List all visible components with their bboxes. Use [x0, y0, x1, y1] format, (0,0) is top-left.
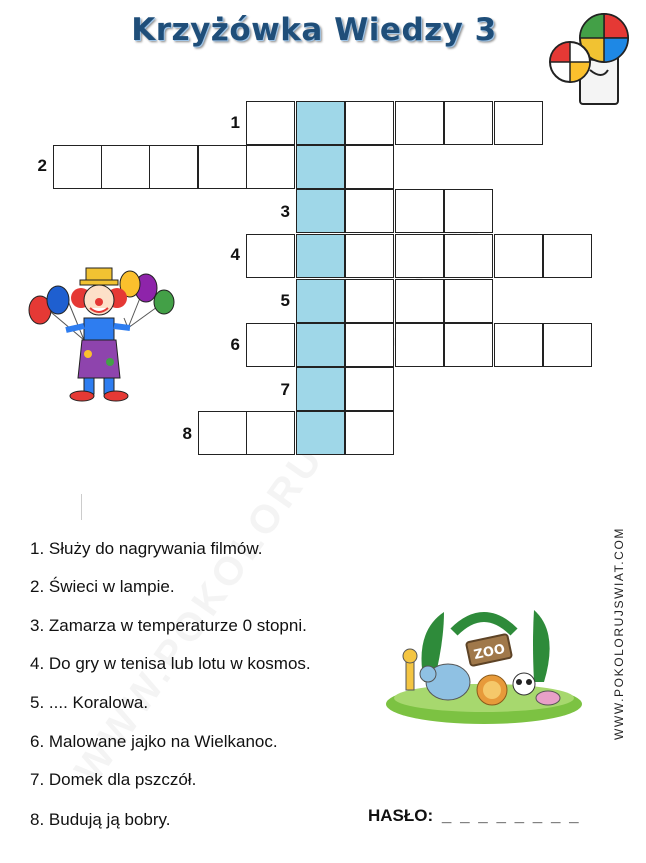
password-blanks[interactable]: _ _ _ _ _ _ _ _	[441, 806, 581, 825]
crossword-cell[interactable]	[395, 323, 444, 367]
crossword-key-cell[interactable]	[296, 145, 345, 189]
password-row	[368, 806, 581, 826]
crossword-cell[interactable]	[246, 323, 295, 367]
row-number-5: 5	[280, 291, 290, 310]
row-number-2: 2	[37, 156, 47, 175]
clue-8: 8. Budują ją bobry.	[30, 810, 171, 829]
clue-2: 2. Świeci w lampie.	[30, 577, 175, 596]
clue-7: 7. Domek dla pszczół.	[30, 770, 197, 789]
row-number-3: 3	[280, 202, 290, 221]
password-label: HASŁO:	[368, 806, 434, 825]
crossword-cell[interactable]	[149, 145, 198, 189]
crossword-cell[interactable]	[395, 189, 444, 233]
crossword-cell[interactable]	[444, 101, 493, 145]
crossword-cell[interactable]	[345, 367, 394, 411]
crossword-cell[interactable]	[543, 323, 592, 367]
crossword-cell[interactable]	[444, 234, 493, 278]
zoo-animals-illustration	[384, 602, 584, 726]
crossword-cell[interactable]	[444, 189, 493, 233]
crossword-cell[interactable]	[198, 411, 247, 455]
crossword-cell[interactable]	[444, 279, 493, 323]
crossword-cell[interactable]	[444, 323, 493, 367]
row-number-6: 6	[230, 335, 240, 354]
clue-6: 6. Malowane jajko na Wielkanoc.	[30, 732, 278, 751]
crossword-key-cell[interactable]	[296, 367, 345, 411]
crossword-cell[interactable]	[395, 279, 444, 323]
crossword-cell[interactable]	[198, 145, 247, 189]
crossword-cell[interactable]	[246, 234, 295, 278]
crossword-cell[interactable]	[246, 411, 295, 455]
crossword-cell[interactable]	[246, 101, 295, 145]
clue-3: 3. Zamarza w temperaturze 0 stopni.	[30, 616, 307, 635]
crossword-cell[interactable]	[494, 101, 543, 145]
page-title: Krzyżówka Wiedzy 3	[131, 12, 497, 48]
crossword-cell[interactable]	[53, 145, 102, 189]
crossword-cell[interactable]	[345, 189, 394, 233]
clue-1: 1. Służy do nagrywania filmów.	[30, 539, 263, 558]
crossword-key-cell[interactable]	[296, 101, 345, 145]
crossword-cell[interactable]	[345, 101, 394, 145]
crossword-cell[interactable]	[345, 411, 394, 455]
beach-ball-bucket-illustration	[546, 10, 636, 110]
crossword-key-cell[interactable]	[296, 411, 345, 455]
row-number-1: 1	[230, 113, 240, 132]
crossword-cell[interactable]	[345, 279, 394, 323]
clue-5: 5. .... Koralowa.	[30, 693, 149, 712]
crossword-cell[interactable]	[494, 234, 543, 278]
row-number-8: 8	[182, 424, 192, 443]
clue-4: 4. Do gry w tenisa lub lotu w kosmos.	[30, 654, 311, 673]
zoo-sign: ZOO	[472, 641, 507, 664]
crossword-key-cell[interactable]	[296, 234, 345, 278]
crossword-cell[interactable]	[101, 145, 150, 189]
crossword-key-cell[interactable]	[296, 189, 345, 233]
crossword-key-cell[interactable]	[296, 323, 345, 367]
divider-mark	[81, 494, 82, 520]
row-number-4: 4	[230, 245, 240, 264]
crossword-cell[interactable]	[494, 323, 543, 367]
crossword-cell[interactable]	[345, 234, 394, 278]
crossword-cell[interactable]	[345, 145, 394, 189]
crossword-cell[interactable]	[345, 323, 394, 367]
row-number-7: 7	[280, 380, 290, 399]
crossword-cell[interactable]	[395, 234, 444, 278]
crossword-cell[interactable]	[246, 145, 295, 189]
crossword-key-cell[interactable]	[296, 279, 345, 323]
crossword-cell[interactable]	[543, 234, 592, 278]
clown-with-balloons-illustration	[26, 262, 182, 404]
crossword-cell[interactable]	[395, 101, 444, 145]
side-website-url: WWW.POKOLORUJSWIAT.COM	[612, 527, 626, 740]
